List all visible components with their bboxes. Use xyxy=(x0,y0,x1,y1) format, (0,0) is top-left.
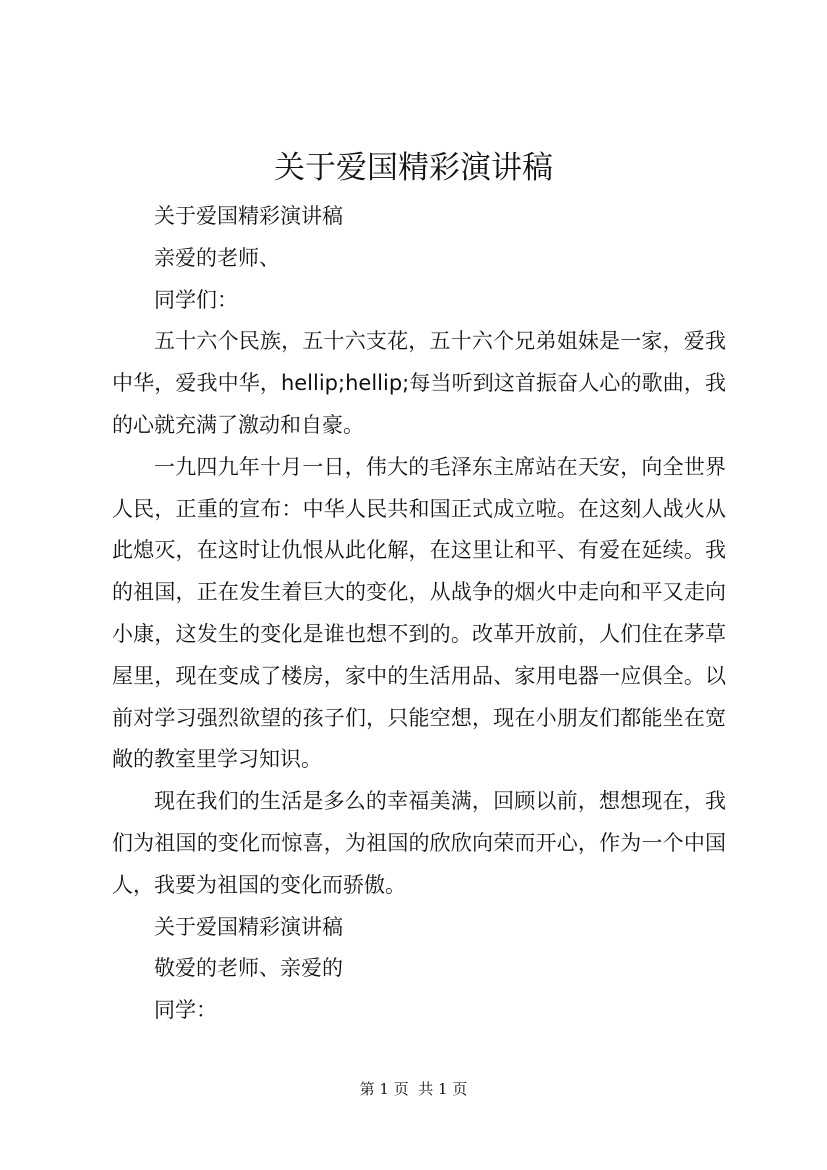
paragraph-heading-2: 关于爱国精彩演讲稿 xyxy=(154,914,343,939)
paragraph-body-3: 现在我们的生活是多么的幸福美满，回顾以前，想想现在，我们为祖国的变化而惊喜，为祖国的欣欣向荣而开心，作为一个中国人，我要为祖国的变化而骄傲。 xyxy=(112,789,726,897)
page-footer xyxy=(0,1079,827,1099)
paragraph-salutation-2: 同学们： xyxy=(154,287,238,312)
paragraph-salutation-1: 亲爱的老师、 xyxy=(154,245,280,270)
paragraph-salutation-3: 敬爱的老师、亲爱的 xyxy=(154,956,343,981)
paragraph-heading-1: 关于爱国精彩演讲稿 xyxy=(154,204,343,228)
document-title: 关于爱国精彩演讲稿 xyxy=(274,150,553,186)
page-number: 第 1 页 共 1 页 xyxy=(359,1080,468,1098)
paragraph-salutation-4: 同学： xyxy=(154,998,217,1023)
document-body xyxy=(112,196,726,1032)
paragraph-body-2: 一九四九年十月一日，伟大的毛泽东主席站在天安，向全世界人民，正重的宣布：中华人民共和国正式成立啦。在这刻人战火从此熄灭，在这时让仇恨从此化解，在这里让和平、有爱在延续。我的祖国，正在发生着巨大的变化，从战争的烟火中走向和平又走向小康，这发生的变化是谁也想不到的。改革开放前，人们住在茅草屋里，现在变成了楼房，家中的生活用品、家用电器一应俱全。以前对学习强烈欲望的孩子们，只能空想，现在小朋友们都能坐在宽敞的教室里学习知识。 xyxy=(112,454,726,772)
paragraph-body-1: 五十六个民族，五十六支花，五十六个兄弟姐妹是一家，爱我中华，爱我中华，hellip;hellip;每当听到这首振奋人心的歌曲，我的心就充满了激动和自豪。 xyxy=(112,329,726,437)
